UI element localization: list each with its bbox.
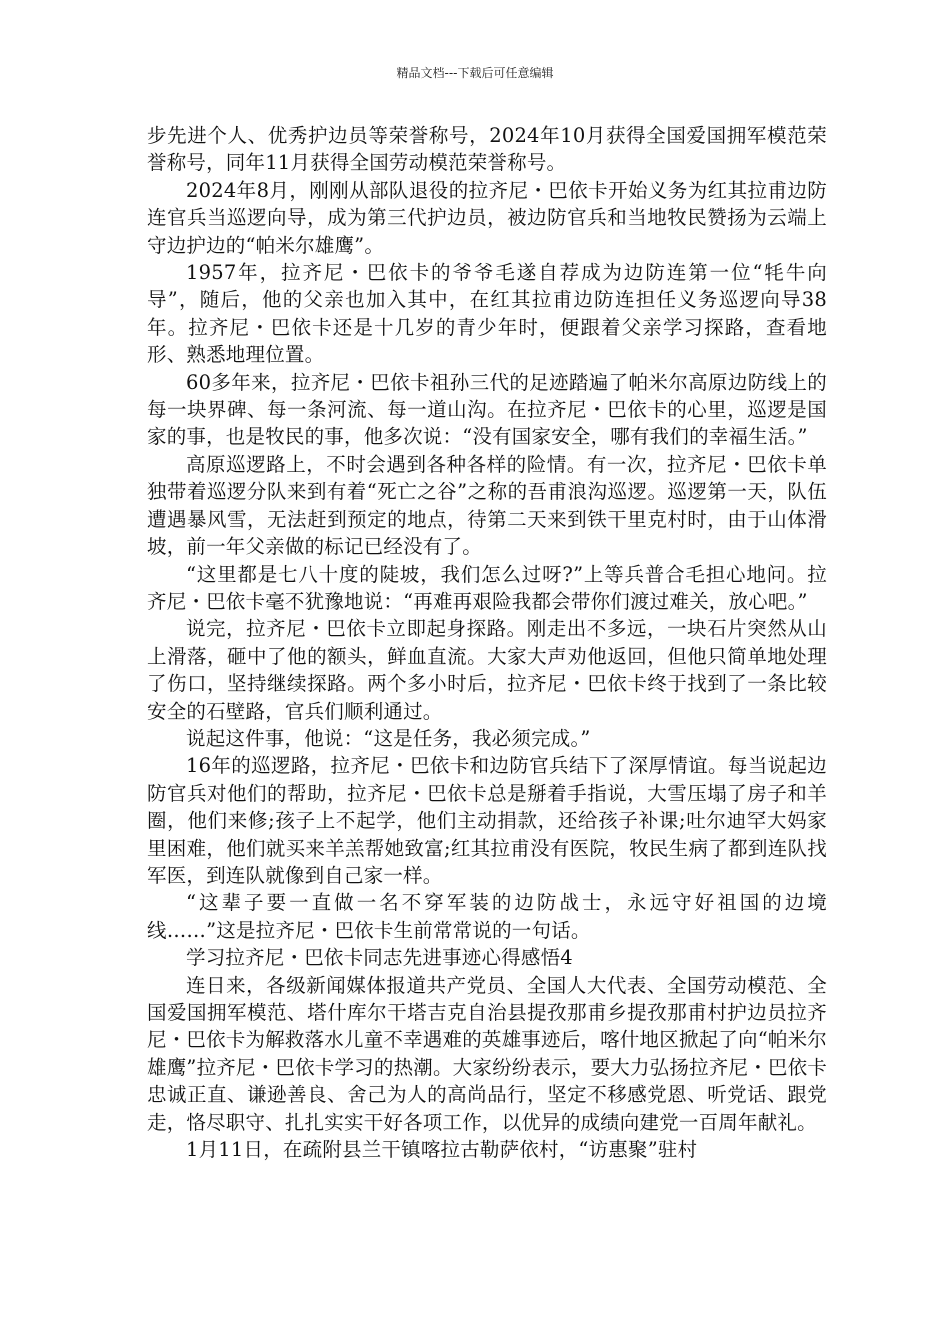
paragraph: 连日来，各级新闻媒体报道共产党员、全国人大代表、全国劳动模范、全国爱国拥军模范、塔什库尔干塔吉克自治县提孜那甫乡提孜那甫村护边员拉齐尼・巴依卡为解救落水儿童不幸遇难的英雄事迹后，喀什地区掀起了向“帕米尔雄鹰”拉齐尼・巴依卡学习的热潮。大家纷纷表示，要大力弘扬拉齐尼・巴依卡忠诚正直、谦逊善良、舍己为人的高尚品行，坚定不移感党恩、听党话、跟党走，恪尽职守、扎扎实实干好各项工作，以优异的成绩向建党一百周年献礼。 bbox=[147, 973, 827, 1134]
paragraph: 1957年，拉齐尼・巴依卡的爷爷毛遂自荐成为边防连第一位“牦牛向导”，随后，他的父亲也加入其中，在红其拉甫边防连担任义务巡逻向导38年。拉齐尼・巴依卡还是十几岁的青少年时，便跟着父亲学习探路，查看地形、熟悉地理位置。 bbox=[147, 261, 827, 367]
paragraph: 高原巡逻路上，不时会遇到各种各样的险情。有一次，拉齐尼・巴依卡单独带着巡逻分队来到有着“死亡之谷”之称的吾甫浪沟巡逻。巡逻第一天，队伍遭遇暴风雪，无法赶到预定的地点，待第二天来到铁干里克村时，由于山体滑坡，前一年父亲做的标记已经没有了。 bbox=[147, 452, 827, 559]
document-body bbox=[147, 122, 827, 1163]
paragraph: 1月11日，在疏附县兰干镇喀拉古勒萨依村，“访惠聚”驻村 bbox=[186, 1138, 698, 1162]
paragraph: 说完，拉齐尼・巴依卡立即起身探路。刚走出不多远，一块石片突然从山上滑落，砸中了他的额头，鲜血直流。大家大声劝他返回，但他只简单地处理了伤口，坚持继续探路。两个多小时后，拉齐尼・巴依卡终于找到了一条比较安全的石壁路，官兵们顺利通过。 bbox=[147, 617, 827, 723]
page-header: 精品文档---下载后可任意编辑 bbox=[396, 66, 554, 80]
paragraph: 步先进个人、优秀护边员等荣誉称号，2024年10月获得全国爱国拥军模范荣誉称号，同年11月获得全国劳动模范荣誉称号。 bbox=[147, 124, 827, 175]
paragraph: 说起这件事，他说：“这是任务，我必须完成。” bbox=[186, 726, 591, 750]
section-heading: 学习拉齐尼・巴依卡同志先进事迹心得感悟4 bbox=[186, 946, 573, 970]
paragraph: 60多年来，拉齐尼・巴依卡祖孙三代的足迹踏遍了帕米尔高原边防线上的每一块界碑、每一条河流、每一道山沟。在拉齐尼・巴依卡的心里，巡逻是国家的事，也是牧民的事，他多次说：“没有国家安全，哪有我们的幸福生活。” bbox=[147, 370, 827, 449]
paragraph: “这辈子要一直做一名不穿军装的边防战士，永远守好祖国的边境线……”这是拉齐尼・巴依卡生前常常说的一句话。 bbox=[147, 891, 827, 942]
paragraph: “这里都是七八十度的陡坡，我们怎么过呀?”上等兵普合毛担心地问。拉齐尼・巴依卡毫不犹豫地说：“再难再艰险我都会带你们渡过难关，放心吧。” bbox=[147, 562, 827, 613]
paragraph: 16年的巡逻路，拉齐尼・巴依卡和边防官兵结下了深厚情谊。每当说起边防官兵对他们的帮助，拉齐尼・巴依卡总是掰着手指说，大雪压塌了房子和羊圈，他们来修;孩子上不起学，他们主动捐款，还给孩子补课;吐尔迪罕大妈家里困难，他们就买来羊羔帮她致富;红其拉甫没有医院，牧民生病了都到连队找军医，到连队就像到自己家一样。 bbox=[147, 754, 827, 887]
paragraph: 2024年8月，刚刚从部队退役的拉齐尼・巴依卡开始义务为红其拉甫边防连官兵当巡逻向导，成为第三代护边员，被边防官兵和当地牧民赞扬为云端上守边护边的“帕米尔雄鹰”。 bbox=[147, 178, 827, 257]
